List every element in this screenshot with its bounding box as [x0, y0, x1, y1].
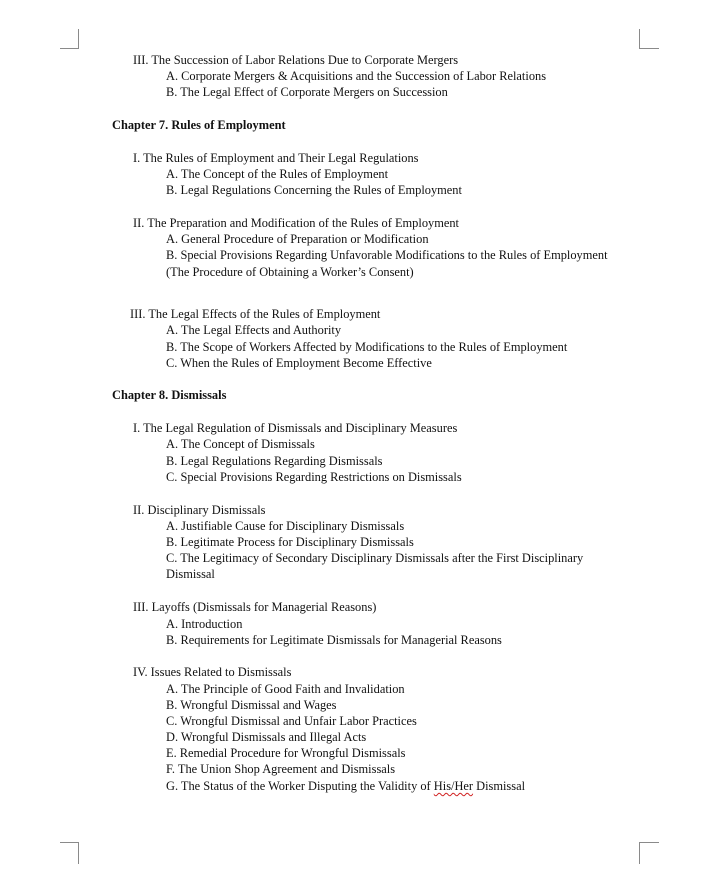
subsection-item: D. Wrongful Dismissals and Illegal Acts	[166, 730, 367, 744]
subsection-item: A. The Principle of Good Faith and Invalidation	[166, 682, 405, 696]
section-heading: III. The Succession of Labor Relations Due to Corporate Mergers	[133, 53, 459, 67]
subsection-item: B. Requirements for Legitimate Dismissals for Managerial Reasons	[166, 633, 502, 647]
subsection-item: B. The Scope of Workers Affected by Modifications to the Rules of Employment	[166, 340, 568, 354]
subsection-item: A. Justifiable Cause for Disciplinary Dismissals	[166, 519, 405, 533]
subsection-item: C. When the Rules of Employment Become Effective	[166, 356, 432, 370]
subsection-item: C. The Legitimacy of Secondary Disciplinary Dismissals after the First Disciplinary	[166, 551, 584, 565]
subsection-item-continuation: (The Procedure of Obtaining a Worker’s Consent)	[166, 265, 414, 279]
section-heading: II. Disciplinary Dismissals	[133, 503, 266, 517]
subsection-item: B. Legal Regulations Concerning the Rules of Employment	[166, 183, 462, 197]
section-heading: I. The Legal Regulation of Dismissals and Disciplinary Measures	[133, 421, 458, 435]
section-heading: IV. Issues Related to Dismissals	[133, 665, 292, 679]
item-text: G. The Status of the Worker Disputing the Validity of	[166, 779, 434, 793]
subsection-item: A. The Legal Effects and Authority	[166, 323, 342, 337]
subsection-item: C. Special Provisions Regarding Restrictions on Dismissals	[166, 470, 462, 484]
item-text: Dismissal	[473, 779, 526, 793]
subsection-item: E. Remedial Procedure for Wrongful Dismissals	[166, 746, 406, 760]
crop-mark-bottom-right	[639, 842, 659, 864]
crop-mark-top-right	[639, 29, 659, 49]
chapter-heading: Chapter 7. Rules of Employment	[112, 118, 286, 132]
spellcheck-flagged-word[interactable]: His/Her	[433, 779, 474, 793]
subsection-item: B. Wrongful Dismissal and Wages	[166, 698, 337, 712]
chapter-heading: Chapter 8. Dismissals	[112, 388, 227, 402]
subsection-item: A. Corporate Mergers & Acquisitions and the Succession of Labor Relations	[166, 69, 547, 83]
subsection-item: B. The Legal Effect of Corporate Mergers on Succession	[166, 85, 448, 99]
subsection-item: B. Legal Regulations Regarding Dismissals	[166, 454, 383, 468]
section-heading: III. The Legal Effects of the Rules of Employment	[130, 307, 381, 321]
subsection-item: B. Legitimate Process for Disciplinary Dismissals	[166, 535, 414, 549]
subsection-item: A. The Concept of Dismissals	[166, 437, 315, 451]
section-heading: I. The Rules of Employment and Their Legal Regulations	[133, 151, 419, 165]
section-heading: II. The Preparation and Modification of the Rules of Employment	[133, 216, 459, 230]
subsection-item: A. Introduction	[166, 617, 243, 631]
crop-mark-bottom-left	[60, 842, 79, 864]
subsection-item-continuation: Dismissal	[166, 567, 215, 581]
subsection-item	[166, 778, 525, 794]
section-heading: III. Layoffs (Dismissals for Managerial Reasons)	[133, 600, 377, 614]
subsection-item: C. Wrongful Dismissal and Unfair Labor Practices	[166, 714, 417, 728]
subsection-item: A. General Procedure of Preparation or Modification	[166, 232, 429, 246]
subsection-item: A. The Concept of the Rules of Employment	[166, 167, 389, 181]
subsection-item: B. Special Provisions Regarding Unfavorable Modifications to the Rules of Employment	[166, 248, 608, 262]
subsection-item: F. The Union Shop Agreement and Dismissals	[166, 762, 396, 776]
crop-mark-top-left	[60, 29, 79, 49]
